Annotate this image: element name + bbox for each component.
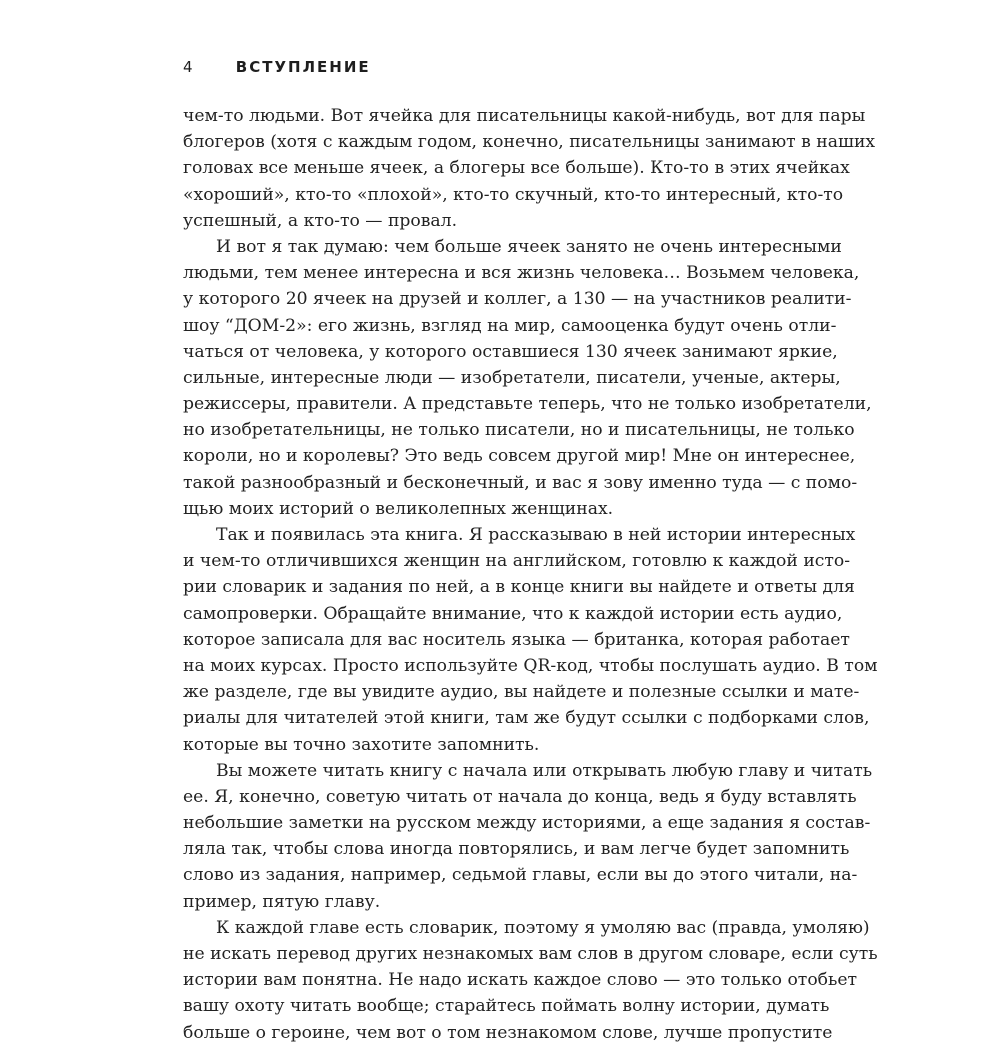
text-line: ее. Я, конечно, советую читать от начала до конца, ведь я буду вставлять xyxy=(183,786,857,807)
paragraph xyxy=(183,103,876,234)
text-line: которые вы точно захотите запомнить. xyxy=(183,734,540,755)
text-line: но изобретательницы, не только писатели, но и писательницы, не только xyxy=(183,420,855,441)
text-line: больше о героине, чем вот о том незнакомом слове, лучше пропустите xyxy=(183,1022,833,1043)
text-line: самопроверки. Обращайте внимание, что к каждой истории есть аудио, xyxy=(183,603,843,624)
text-line: Вы можете читать книгу с начала или открывать любую главу и читать xyxy=(216,760,873,781)
text-line: рии словарик и задания по ней, а в конце книги вы найдете и ответы для xyxy=(183,577,855,598)
text-line: И вот я так думаю: чем больше ячеек занято не очень интересными xyxy=(216,236,842,257)
text-line: режиссеры, правители. А представьте теперь, что не только изобретатели, xyxy=(183,394,872,415)
text-line: истории вам понятна. Не надо искать каждое слово — это только отобьет xyxy=(183,970,858,991)
running-head xyxy=(183,58,371,76)
text-line: шоу “ДОМ-2»: его жизнь, взгляд на мир, самооценка будут очень отли- xyxy=(183,315,837,336)
body-text xyxy=(183,103,878,1046)
text-line: которое записала для вас носитель языка — британка, которая работает xyxy=(183,629,850,650)
text-line: К каждой главе есть словарик, поэтому я умоляю вас (правда, умоляю) xyxy=(216,917,870,938)
text-line: не искать перевод других незнакомых вам слов в другом словаре, если суть xyxy=(183,944,878,964)
paragraph xyxy=(183,758,873,915)
text-line: пример, пятую главу. xyxy=(183,891,381,912)
text-line: такой разнообразный и бесконечный, и вас я зову именно туда — с помо- xyxy=(183,472,858,493)
text-line: успешный, а кто-то — провал. xyxy=(183,210,458,231)
paragraph xyxy=(183,522,878,758)
text-line: людьми, тем менее интересна и вся жизнь человека… Возьмем человека, xyxy=(183,263,860,284)
text-line: чем-то людьми. Вот ячейка для писательницы какой-нибудь, вот для пары xyxy=(183,106,866,126)
text-line: небольшие заметки на русском между историями, а еще задания я состав- xyxy=(183,813,871,834)
text-line: и чем-то отличившихся женщин на английском, готовлю к каждой исто- xyxy=(183,551,851,572)
text-line: же разделе, где вы увидите аудио, вы найдете и полезные ссылки и мате- xyxy=(183,682,860,703)
text-line: сильные, интересные люди — изобретатели, писатели, ученые, актеры, xyxy=(183,367,841,388)
paragraph xyxy=(183,234,872,522)
text-line: ляла так, чтобы слова иногда повторялись, и вам легче будет запомнить xyxy=(183,839,850,860)
text-line: вашу охоту читать вообще; старайтесь поймать волну истории, думать xyxy=(183,996,830,1017)
paragraph xyxy=(183,915,878,1046)
text-line: у которого 20 ячеек на друзей и коллег, а 130 — на участников реалити- xyxy=(183,289,852,310)
text-line: щью моих историй о великолепных женщинах. xyxy=(183,498,614,519)
text-line: «хороший», кто-то «плохой», кто-то скучный, кто-то интересный, кто-то xyxy=(183,184,844,205)
text-line: короли, но и королевы? Это ведь совсем другой мир! Мне он интереснее, xyxy=(183,446,856,467)
page-number: 4 xyxy=(183,58,193,76)
chapter-title: ВСТУПЛЕНИЕ xyxy=(235,58,371,76)
text-line: на моих курсах. Просто используйте QR-код, чтобы послушать аудио. В том xyxy=(183,655,878,676)
text-line: головах все меньше ячеек, а блогеры все больше). Кто-то в этих ячейках xyxy=(183,158,850,179)
text-line: риалы для читателей этой книги, там же будут ссылки с подборками слов, xyxy=(183,708,870,729)
text-line: Так и появилась эта книга. Я рассказываю в ней истории интересных xyxy=(216,525,856,545)
text-line: чаться от человека, у которого оставшиеся 130 ячеек занимают яркие, xyxy=(183,341,838,362)
text-line: блогеров (хотя с каждым годом, конечно, писательницы занимают в наших xyxy=(183,132,876,153)
text-line: слово из задания, например, седьмой главы, если вы до этого читали, на- xyxy=(183,865,858,886)
